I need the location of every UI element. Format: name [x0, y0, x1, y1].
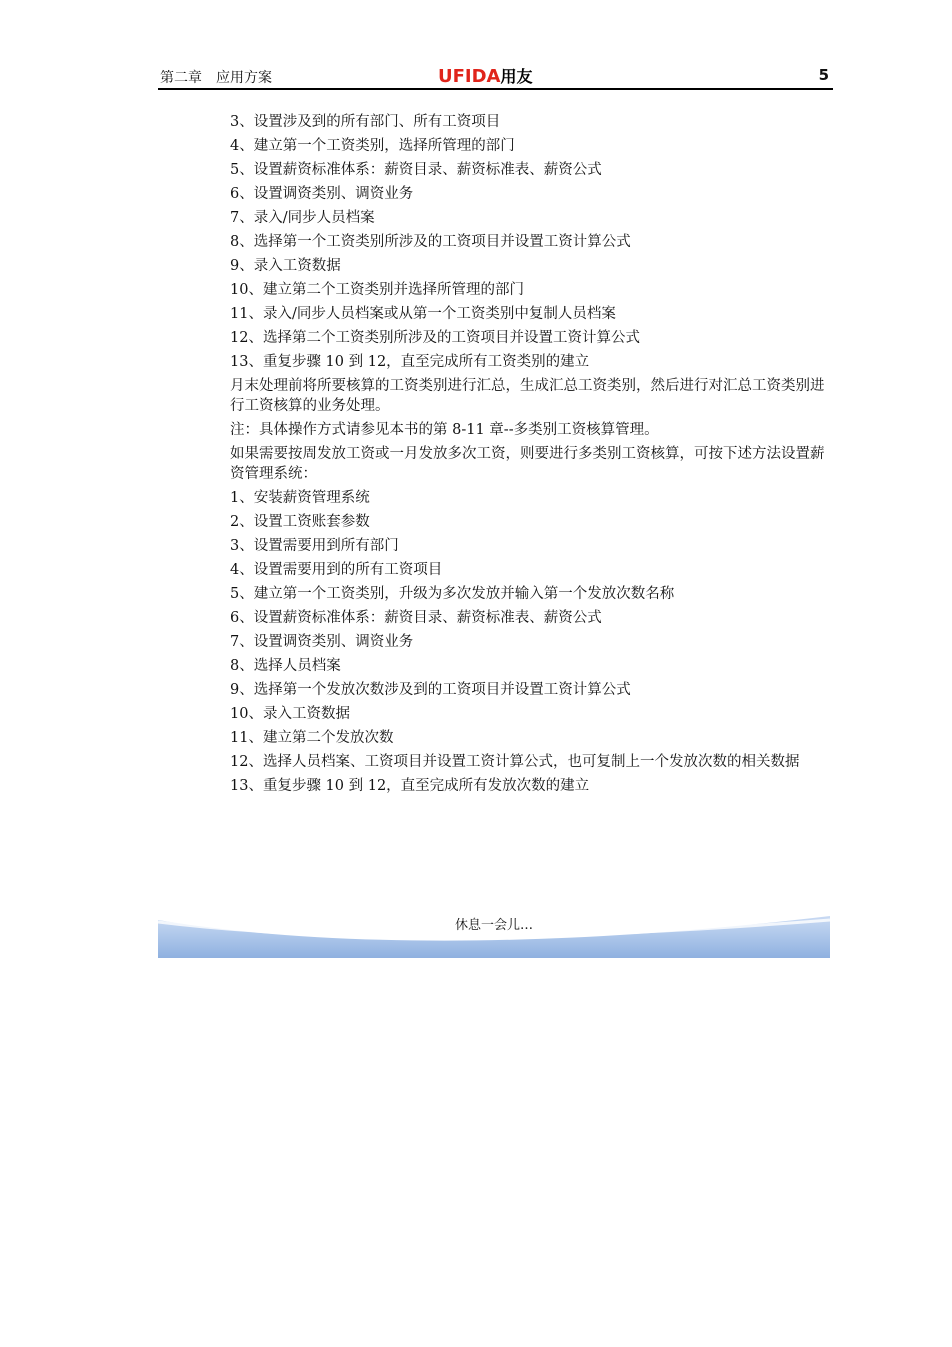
list-item: 3、设置需要用到所有部门 [230, 538, 399, 554]
list-item: 8、选择第一个工资类别所涉及的工资项目并设置工资计算公式 [230, 234, 631, 250]
ufida-logo [438, 64, 533, 87]
document-body [230, 110, 830, 798]
list-item: 7、录入/同步人员档案 [230, 210, 375, 226]
list-item: 4、设置需要用到的所有工资项目 [230, 562, 443, 578]
list-item: 2、设置工资账套参数 [230, 514, 370, 530]
list-item: 5、建立第一个工资类别，升级为多次发放并输入第一个发放次数名称 [230, 586, 675, 602]
list-item: 11、录入/同步人员档案或从第一个工资类别中复制人员档案 [230, 306, 616, 322]
list-item: 3、设置涉及到的所有部门、所有工资项目 [230, 114, 501, 130]
list-item: 9、录入工资数据 [230, 258, 341, 274]
list-item: 9、选择第一个发放次数涉及到的工资项目并设置工资计算公式 [230, 682, 631, 698]
list-item: 10、录入工资数据 [230, 706, 350, 722]
list-item: 8、选择人员档案 [230, 658, 341, 674]
list-item: 1、安装薪资管理系统 [230, 490, 370, 506]
list-item: 7、设置调资类别、调资业务 [230, 634, 414, 650]
paragraph: 如果需要按周发放工资或一月发放多次工资，则要进行多类别工资核算，可按下述方法设置薪资管理系统： [230, 446, 825, 482]
footer-banner [158, 906, 830, 958]
list-item: 13、重复步骤 10 到 12，直至完成所有工资类别的建立 [230, 354, 590, 370]
list-item: 6、设置薪资标准体系：薪资目录、薪资标准表、薪资公式 [230, 610, 602, 626]
note-paragraph: 注：具体操作方式请参见本书的第 8-11 章--多类别工资核算管理。 [230, 422, 659, 438]
list-item: 12、选择人员档案、工资项目并设置工资计算公式，也可复制上一个发放次数的相关数据 [230, 754, 800, 770]
list-item: 13、重复步骤 10 到 12，直至完成所有发放次数的建立 [230, 778, 590, 794]
list-item: 5、设置薪资标准体系：薪资目录、薪资标准表、薪资公式 [230, 162, 602, 178]
page-header [158, 64, 833, 90]
chapter-title: 第二章 应用方案 [160, 70, 272, 86]
page-number: 5 [818, 66, 829, 84]
logo-cn-text: 用友 [500, 67, 533, 86]
paragraph: 月末处理前将所要核算的工资类别进行汇总，生成汇总工资类别，然后进行对汇总工资类别进行工资核算的业务处理。 [230, 378, 825, 414]
logo-brand-text: UFIDA [438, 66, 501, 87]
banner-text: 休息一会儿… [454, 918, 533, 933]
list-item: 10、建立第二个工资类别并选择所管理的部门 [230, 282, 524, 298]
list-item: 4、建立第一个工资类别，选择所管理的部门 [230, 138, 515, 154]
list-item: 11、建立第二个发放次数 [230, 730, 394, 746]
list-item: 12、选择第二个工资类别所涉及的工资项目并设置工资计算公式 [230, 330, 640, 346]
list-item: 6、设置调资类别、调资业务 [230, 186, 414, 202]
